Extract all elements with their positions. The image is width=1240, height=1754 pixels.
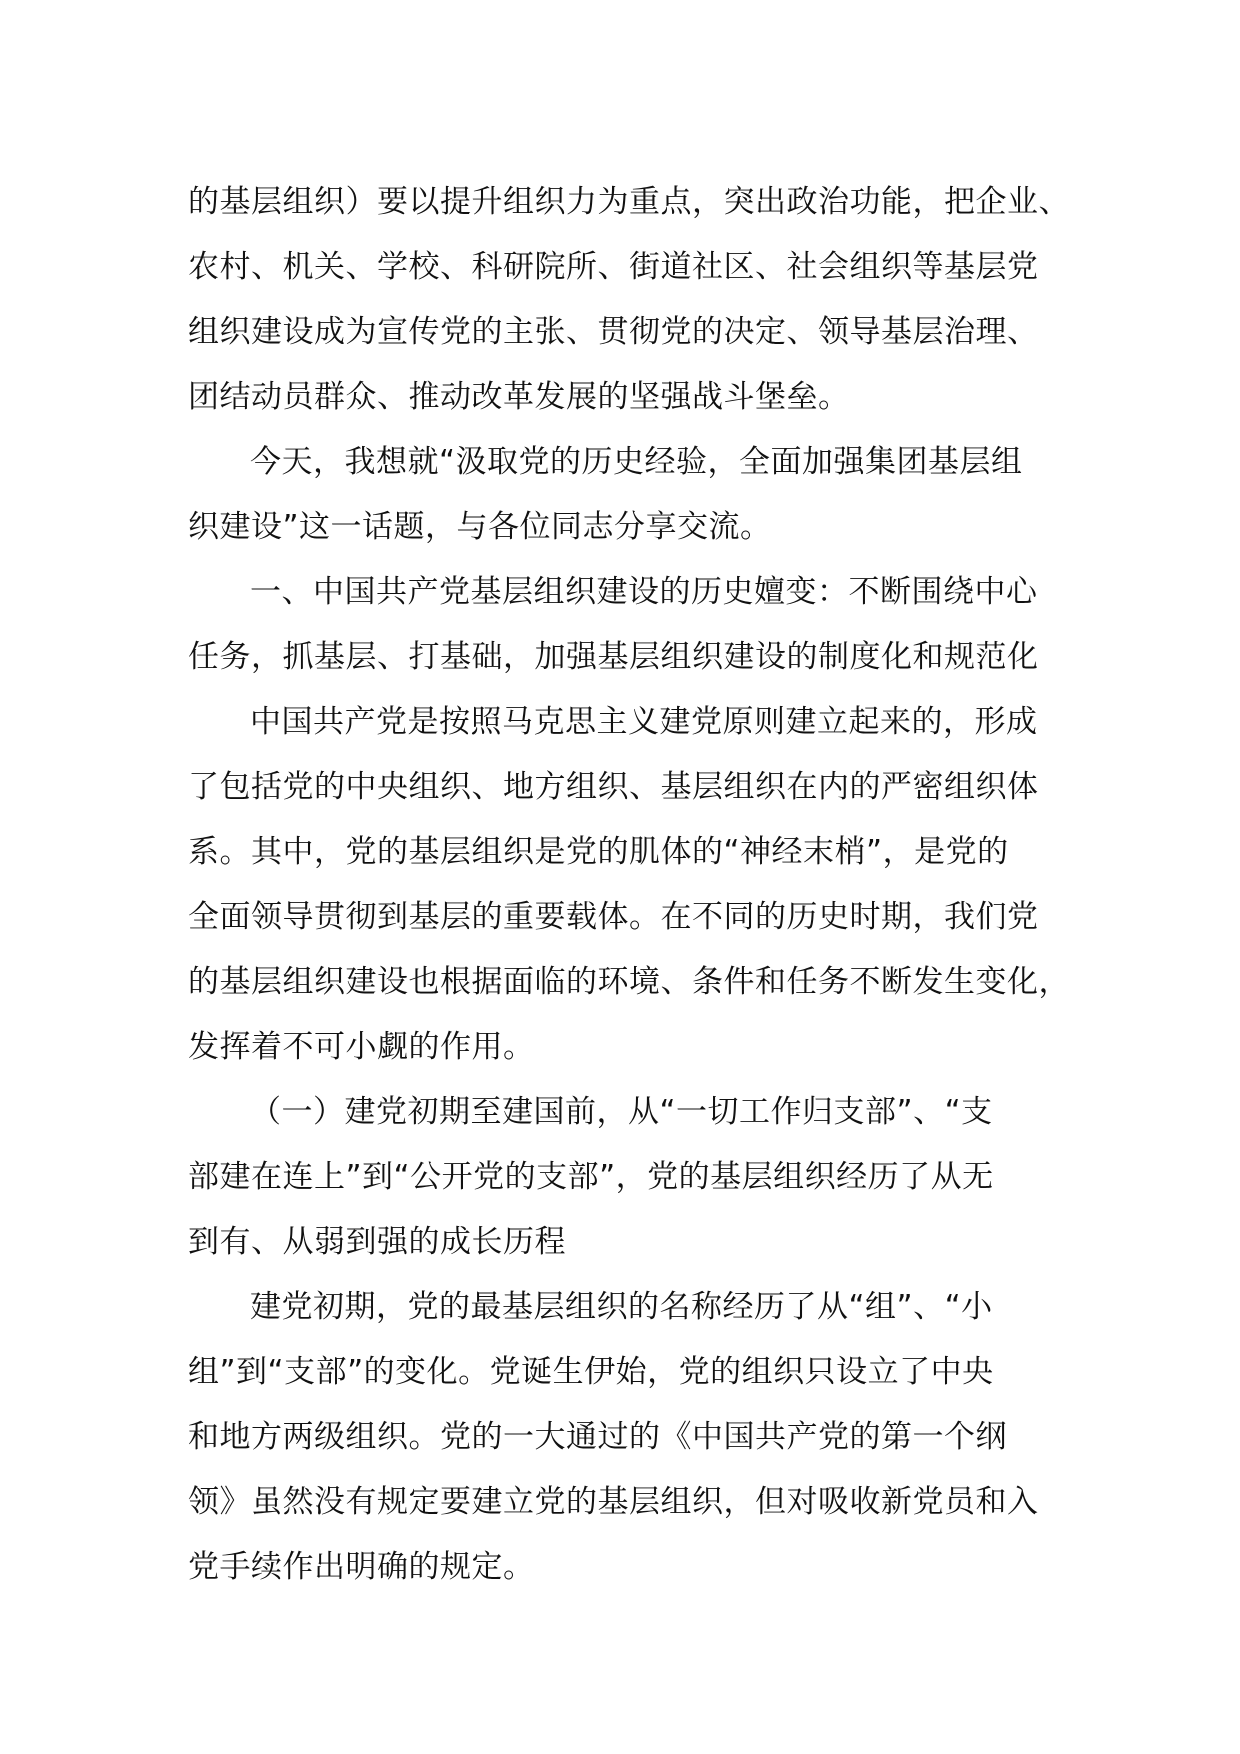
body-text (188, 170, 1068, 1600)
text-line: 组织建设成为宣传党的主张、贯彻党的决定、领导基层治理、 (188, 314, 1039, 350)
paragraph-first-line: 建党初期，党的最基层组织的名称经历了从“组”、“小 (250, 1289, 993, 1325)
text-line: 组”到“支部”的变化。党诞生伊始，党的组织只设立了中央 (188, 1354, 994, 1390)
text-line: 团结动员群众、推动改革发展的坚强战斗堡垒。 (188, 379, 850, 415)
text-line: 全面领导贯彻到基层的重要载体。在不同的历史时期，我们党 (188, 899, 1039, 935)
text-line: 领》虽然没有规定要建立党的基层组织，但对吸收新党员和入 (188, 1484, 1039, 1520)
section-heading-first-line: 一、中国共产党基层组织建设的历史嬗变：不断围绕中心 (250, 574, 1038, 610)
text-line: 了包括党的中央组织、地方组织、基层组织在内的严密组织体 (188, 769, 1039, 805)
subsection-heading-line: 到有、从弱到强的成长历程 (188, 1224, 566, 1260)
text-line: 和地方两级组织。党的一大通过的《中国共产党的第一个纲 (188, 1419, 1007, 1455)
text-line: 农村、机关、学校、科研院所、街道社区、社会组织等基层党 (188, 249, 1039, 285)
text-line: 系。其中，党的基层组织是党的肌体的“神经末梢”，是党的 (188, 834, 1009, 870)
text-line: 发挥着不可小觑的作用。 (188, 1029, 535, 1065)
text-line: 的基层组织建设也根据面临的环境、条件和任务不断发生变化， (188, 964, 1070, 1000)
text-line: 织建设”这一话题，与各位同志分享交流。 (188, 509, 772, 545)
text-line: 党手续作出明确的规定。 (188, 1549, 535, 1585)
subsection-heading-line: 部建在连上”到“公开党的支部”，党的基层组织经历了从无 (188, 1159, 994, 1195)
paragraph-first-line: 中国共产党是按照马克思主义建党原则建立起来的，形成 (250, 704, 1038, 740)
section-heading-line: 任务，抓基层、打基础，加强基层组织建设的制度化和规范化 (188, 639, 1039, 675)
paragraph-first-line: 今天，我想就“汲取党的历史经验，全面加强集团基层组 (250, 444, 1023, 480)
subsection-heading-first-line: （一）建党初期至建国前，从“一切工作归支部”、“支 (250, 1094, 993, 1130)
text-line: 的基层组织）要以提升组织力为重点，突出政治功能，把企业、 (188, 184, 1070, 220)
